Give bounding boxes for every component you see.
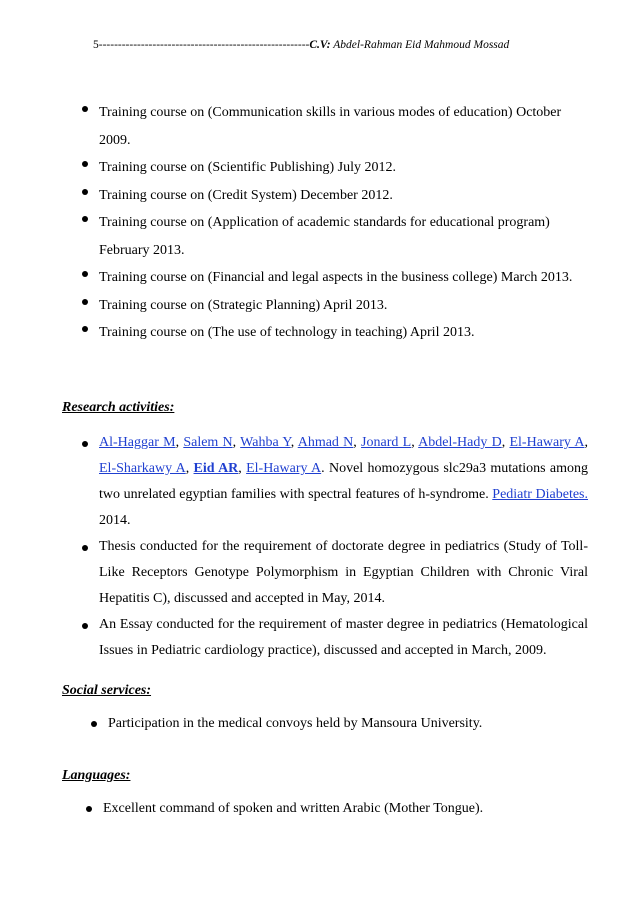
header-name: Abdel-Rahman Eid Mahmoud Mossad xyxy=(330,39,510,51)
author-link[interactable]: El-Sharkawy A xyxy=(99,461,186,476)
languages-list xyxy=(77,797,597,821)
author-separator: , xyxy=(238,461,247,476)
author-separator: , xyxy=(175,435,184,450)
author-link[interactable]: Salem N xyxy=(183,435,233,450)
publication-year: 2014. xyxy=(99,513,131,528)
social-item: Participation in the medical convoys held by Mansoura University. xyxy=(82,712,602,736)
author-link-main[interactable]: Eid AR xyxy=(193,461,239,476)
author-separator: , xyxy=(584,435,588,450)
training-item: Training course on (Financial and legal aspects in the business college) March 2013. xyxy=(73,264,588,292)
language-item: Excellent command of spoken and written Arabic (Mother Tongue). xyxy=(77,797,597,821)
author-link[interactable]: El-Hawary A xyxy=(246,461,322,476)
training-item: Training course on (Credit System) December 2012. xyxy=(73,182,588,210)
author-link[interactable]: El-Hawary A xyxy=(509,435,585,450)
research-heading: Research activities: xyxy=(62,400,175,415)
page-number: 5 xyxy=(93,39,99,51)
training-item: Training course on (The use of technology in teaching) April 2013. xyxy=(73,319,588,347)
cv-label: C.V xyxy=(309,39,327,51)
author-separator: , xyxy=(290,435,298,450)
training-list xyxy=(73,99,588,347)
header-separator: : xyxy=(326,39,331,51)
page-header xyxy=(93,39,613,51)
research-item: Thesis conducted for the requirement of doctorate degree in pediatrics (Study of Toll-Like Receptors Genotype Polymorphism in Egyptian Children with Chronic Viral Hepatitis C), discussed and accepted in May, 2014. xyxy=(73,534,588,612)
author-link[interactable]: Ahmad N xyxy=(297,435,354,450)
author-separator: , xyxy=(501,435,510,450)
author-link[interactable]: Jonard L xyxy=(361,435,412,450)
training-item: Training course on (Strategic Planning) April 2013. xyxy=(73,292,588,320)
author-link[interactable]: Al-Haggar M xyxy=(99,435,176,450)
training-item: Training course on (Scientific Publishing) July 2012. xyxy=(73,154,588,182)
author-separator: , xyxy=(232,435,241,450)
publication-title: . Novel homozygous slc29a3 mutations among two unrelated egyptian families with spectral features of h-syndrome. xyxy=(99,461,588,502)
author-link[interactable]: Wahba Y xyxy=(240,435,291,450)
research-item: An Essay conducted for the requirement of master degree in pediatrics (Hematological Issues in Pediatric cardiology practice), discussed and accepted in March, 2009. xyxy=(73,612,588,664)
languages-heading: Languages: xyxy=(62,768,131,783)
social-list xyxy=(82,712,602,736)
publication-item xyxy=(73,430,588,534)
author-separator: , xyxy=(353,435,362,450)
journal-link[interactable]: Pediatr Diabetes. xyxy=(492,487,589,502)
research-list xyxy=(73,430,588,664)
author-link[interactable]: Abdel-Hady D xyxy=(418,435,502,450)
social-heading: Social services: xyxy=(62,683,152,698)
header-dashes: ------------------------------------------------------- xyxy=(98,39,310,51)
training-item: Training course on (Communication skills in various modes of education) October 2009. xyxy=(73,99,588,154)
training-item: Training course on (Application of academic standards for educational program) February 2013. xyxy=(73,209,588,264)
author-separator: , xyxy=(411,435,419,450)
author-separator: , xyxy=(185,461,194,476)
